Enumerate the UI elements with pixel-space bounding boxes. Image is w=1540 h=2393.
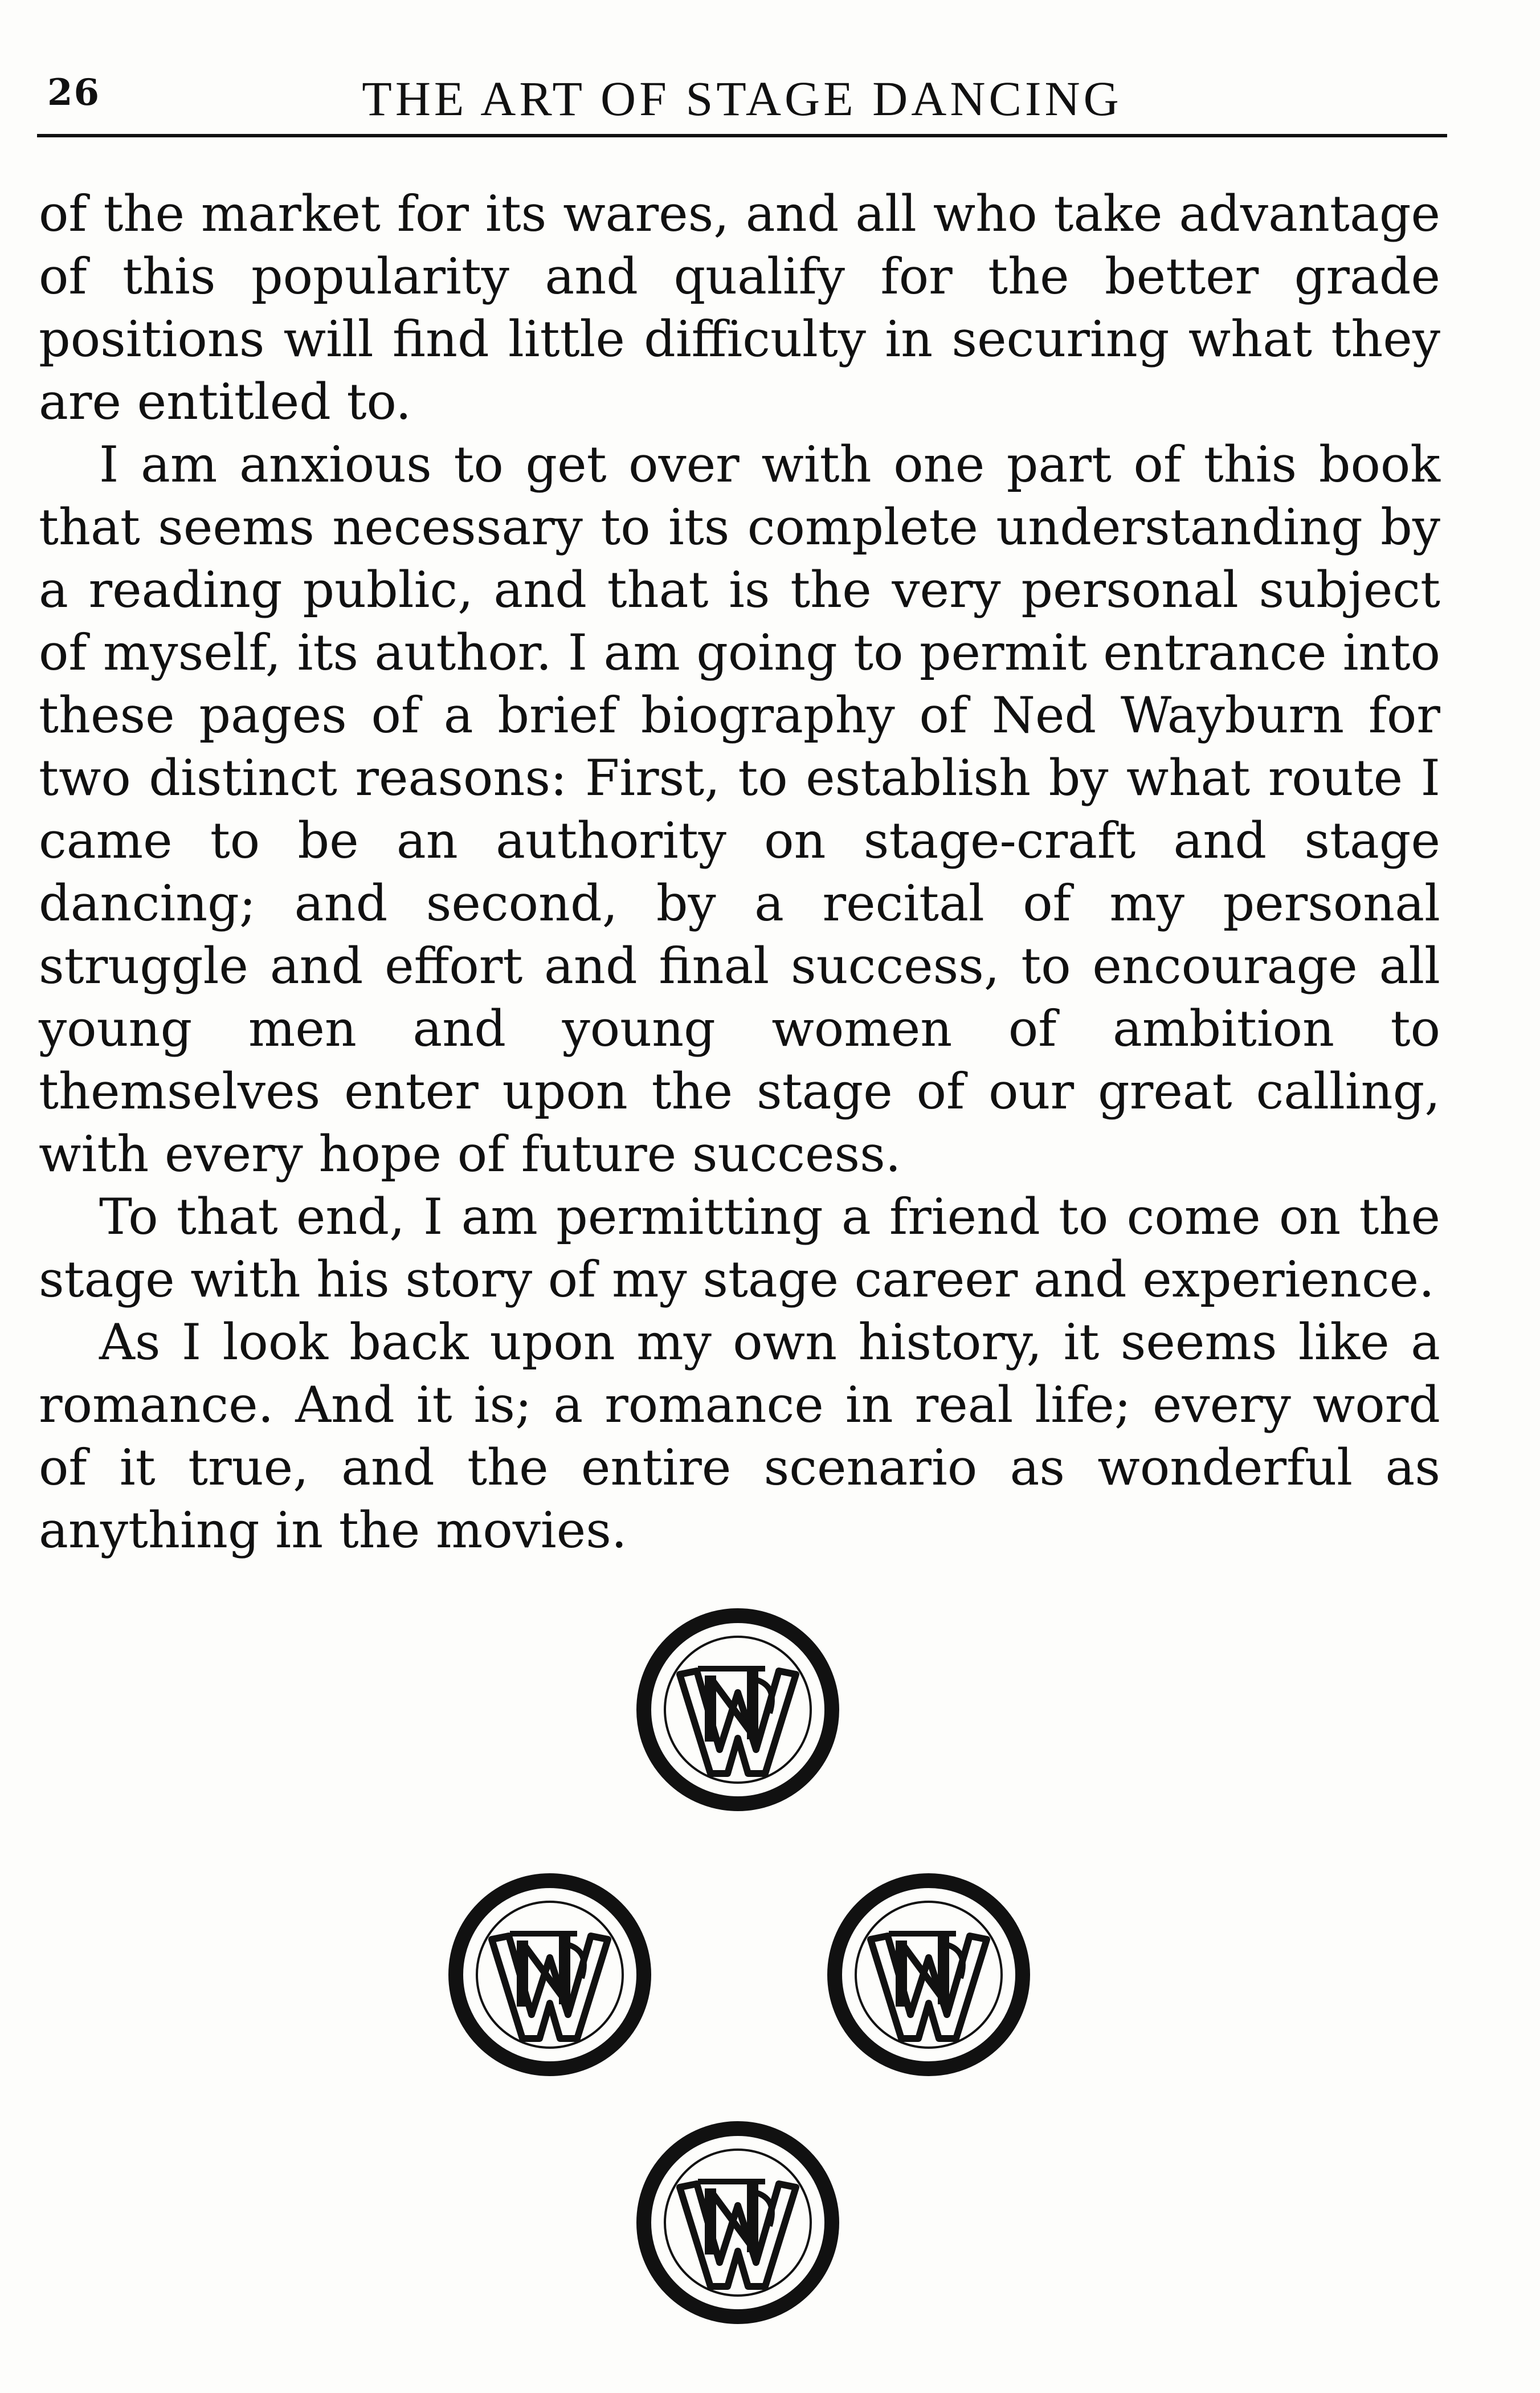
- nw-monogram-seal-icon: [826, 1872, 1031, 2077]
- nw-monogram-seal-icon-svg: [635, 2120, 840, 2325]
- paragraph-friend-story: To that end, I am permitting a friend to come on the stage with his story of my stage career and experience.: [39, 1188, 1440, 1308]
- header-rule: [37, 134, 1447, 137]
- nw-monogram-seal-icon-svg: [635, 1607, 840, 1812]
- nw-monogram-seal-icon: [635, 2120, 840, 2325]
- nw-monogram-seal-icon-svg: [447, 1872, 652, 2077]
- page-number: 26: [47, 71, 101, 114]
- paragraph-author-biography: I am anxious to get over with one part of this book that seems necessary to its complete understanding by a reading public, and that is the very personal subject of myself, its author. I am going to permit entrance into these pages of a brief biography of Ned Wayburn for two distinct reasons: First, to establish by what route I came to be an authority on stage-craft and stage dancing; and second, by a recital of my personal struggle and effort and final success, to encourage all young men and young women of ambition to themselves enter upon the stage of our great calling, with every hope of future success.: [39, 435, 1440, 1183]
- monogram-ornament-group: [0, 1607, 1540, 2337]
- running-title: THE ART OF STAGE DANCING: [362, 71, 1122, 126]
- nw-monogram-seal-icon: [635, 1607, 840, 1812]
- page-header: [37, 54, 1447, 134]
- paragraph-romance: As I look back upon my own history, it seems like a romance. And it is; a romance in real life; every word of it true, and the entire scenario as wonderful as anything in the movies.: [39, 1313, 1440, 1559]
- paragraph-continued: of the market for its wares, and all who take advantage of this popularity and qualify for the better grade positions will find little difficulty in securing what they are entitled to.: [39, 185, 1440, 431]
- nw-monogram-seal-icon-svg: [826, 1872, 1031, 2077]
- body-text: [39, 182, 1440, 1562]
- nw-monogram-seal-icon: [447, 1872, 652, 2077]
